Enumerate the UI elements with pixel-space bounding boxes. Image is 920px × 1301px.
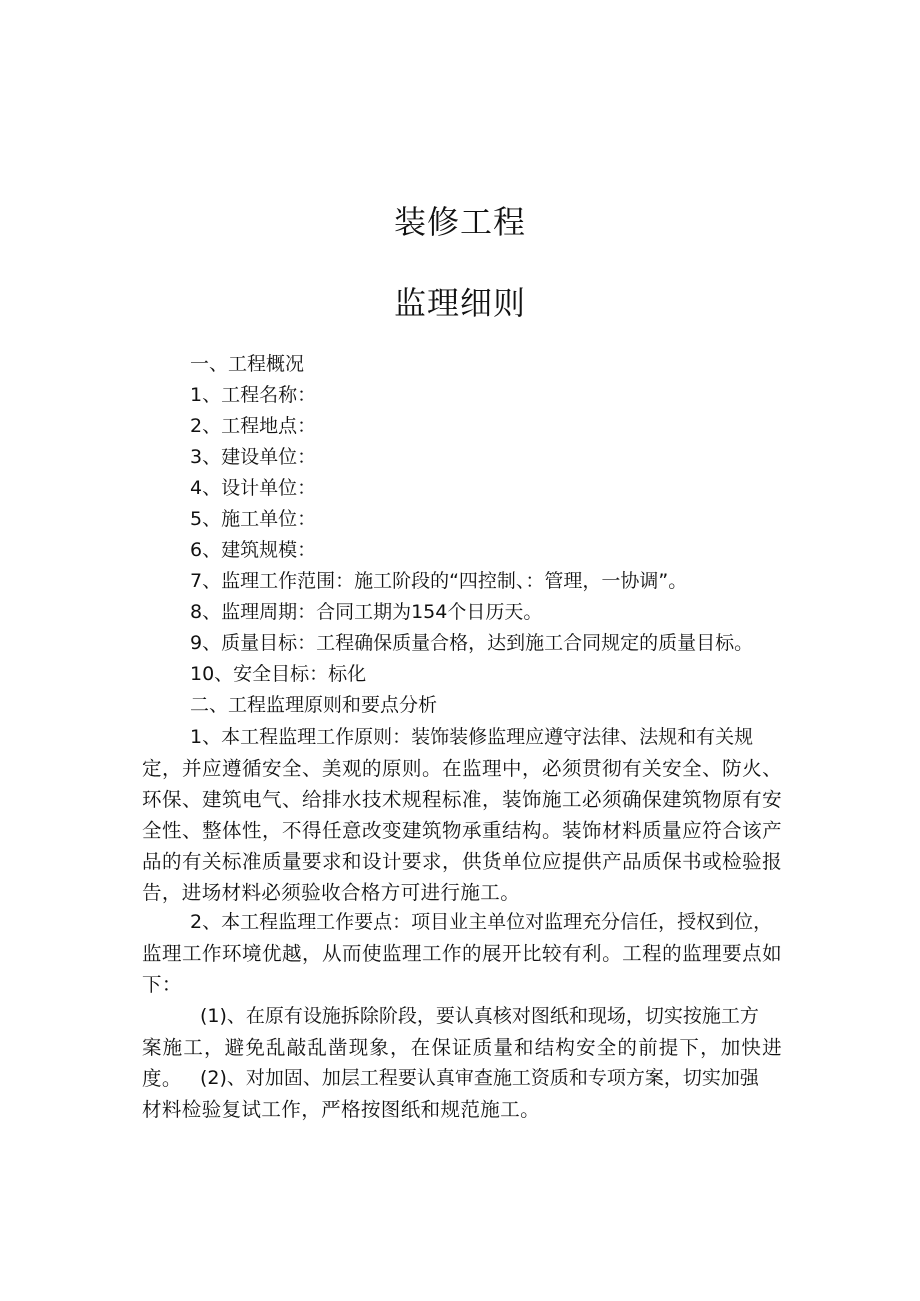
overview-item-project-location: 2、工程地点：: [190, 415, 317, 437]
keypoints-para-body: 监理工作环境优越，从而使监理工作的展开比较有利。工程的监理要点如下：: [142, 942, 782, 996]
point2-para-first-line: (2)、对加固、加层工程要认真审查施工资质和专项方案，切实加强: [200, 1067, 759, 1089]
point1-para-first-line: (1)、在原有设施拆除阶段，要认真核对图纸和现场，切实按施工方: [200, 1005, 759, 1027]
overview-item-project-name: 1、工程名称：: [190, 384, 317, 406]
keypoints-para-first-line: 2、本工程监理工作要点：项目业主单位对监理充分信任，授权到位，: [190, 911, 773, 933]
section1-heading: 一、工程概况: [190, 353, 305, 375]
overview-item-period: 8、监理周期：合同工期为154个日历天。: [190, 601, 543, 623]
overview-item-designer: 4、设计单位：: [190, 477, 317, 499]
document-title-line1: 装修工程: [393, 203, 526, 241]
section2-heading: 二、工程监理原则和要点分析: [190, 694, 438, 716]
principle-para-body: 定，并应遵循安全、美观的原则。在监理中，必须贯彻有关安全、防火、环保、建筑电气、给排水技术规程标准，装饰施工必须确保建筑物原有安全性、整体性，不得任意改变建筑物承重结构。装饰材料质量应符合该产品的有关标准质量要求和设计要求，供货单位应提供产品质保书或检验报告，进场材料必须验收合格方可进行施工。: [142, 757, 782, 904]
principle-para-first-line: 1、本工程监理工作原则：装饰装修监理应遵守法律、法规和有关规: [190, 726, 754, 748]
overview-item-safety-target: 10、安全目标：标化: [190, 663, 367, 685]
overview-item-scale: 6、建筑规模：: [190, 539, 317, 561]
overview-item-scope: 7、监理工作范围：施工阶段的“四控制、：管理，一协调”。: [190, 570, 688, 592]
overview-item-quality-target: 9、质量目标：工程确保质量合格，达到施工合同规定的质量目标。: [190, 632, 754, 654]
point1-para-body: 案施工，避免乱敲乱凿现象，在保证质量和结构安全的前提下，加快进度。: [142, 1036, 782, 1090]
document-title-line2: 监理细则: [393, 284, 526, 322]
overview-item-contractor: 5、施工单位：: [190, 508, 317, 530]
overview-item-owner: 3、建设单位：: [190, 446, 317, 468]
point2-para-body: 材料检验复试工作，严格按图纸和规范施工。: [142, 1098, 541, 1121]
